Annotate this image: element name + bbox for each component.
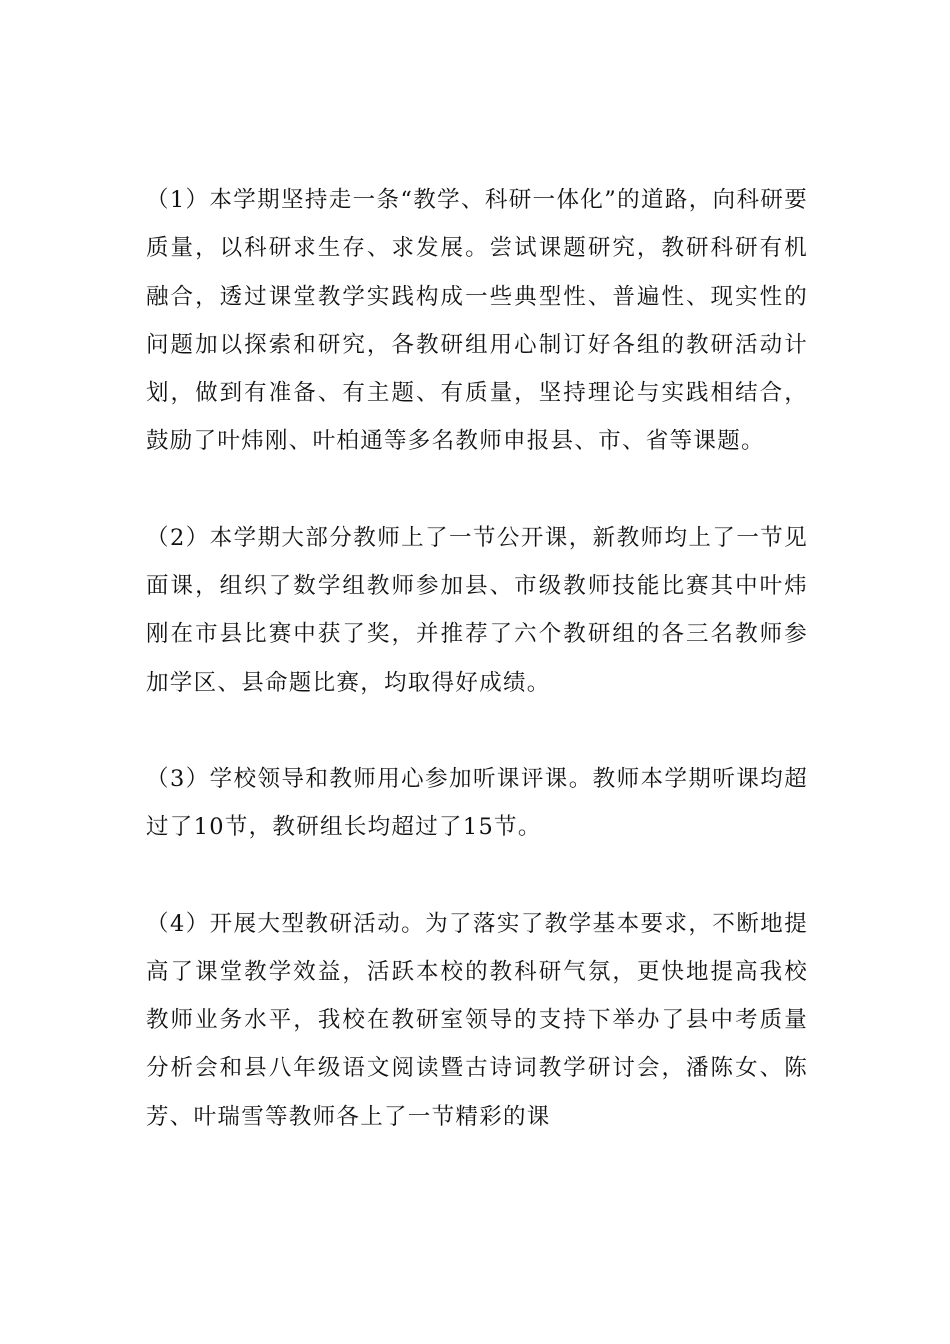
paragraph-3: （3）学校领导和教师用心参加听课评课。教师本学期听课均超过了10节，教研组长均超过了15节。 [146, 765, 808, 841]
document-body [146, 176, 808, 1141]
paragraph-4: （4）开展大型教研活动。为了落实了教学基本要求，不断地提高了课堂教学效益，活跃本校的教科研气氛，更快地提高我校教师业务水平，我校在教研室领导的支持下举办了县中考质量分析会和县八年级语文阅读暨古诗词教学研讨会，潘陈女、陈芳、叶瑞雪等教师各上了一节精彩的课 [146, 910, 808, 1130]
paragraph-1: （1）本学期坚持走一条“教学、科研一体化”的道路，向科研要质量，以科研求生存、求发展。尝试课题研究，教研科研有机融合，透过课堂教学实践构成一些典型性、普遍性、现实性的问题加以探索和研究，各教研组用心制订好各组的教研活动计划，做到有准备、有主题、有质量，坚持理论与实践相结合，鼓励了叶炜刚、叶柏通等多名教师申报县、市、省等课题。 [146, 187, 808, 455]
paragraph-2: （2）本学期大部分教师上了一节公开课，新教师均上了一节见面课，组织了数学组教师参加县、市级教师技能比赛其中叶炜刚在市县比赛中获了奖，并推荐了六个教研组的各三名教师参加学区、县命题比赛，均取得好成绩。 [146, 524, 808, 696]
